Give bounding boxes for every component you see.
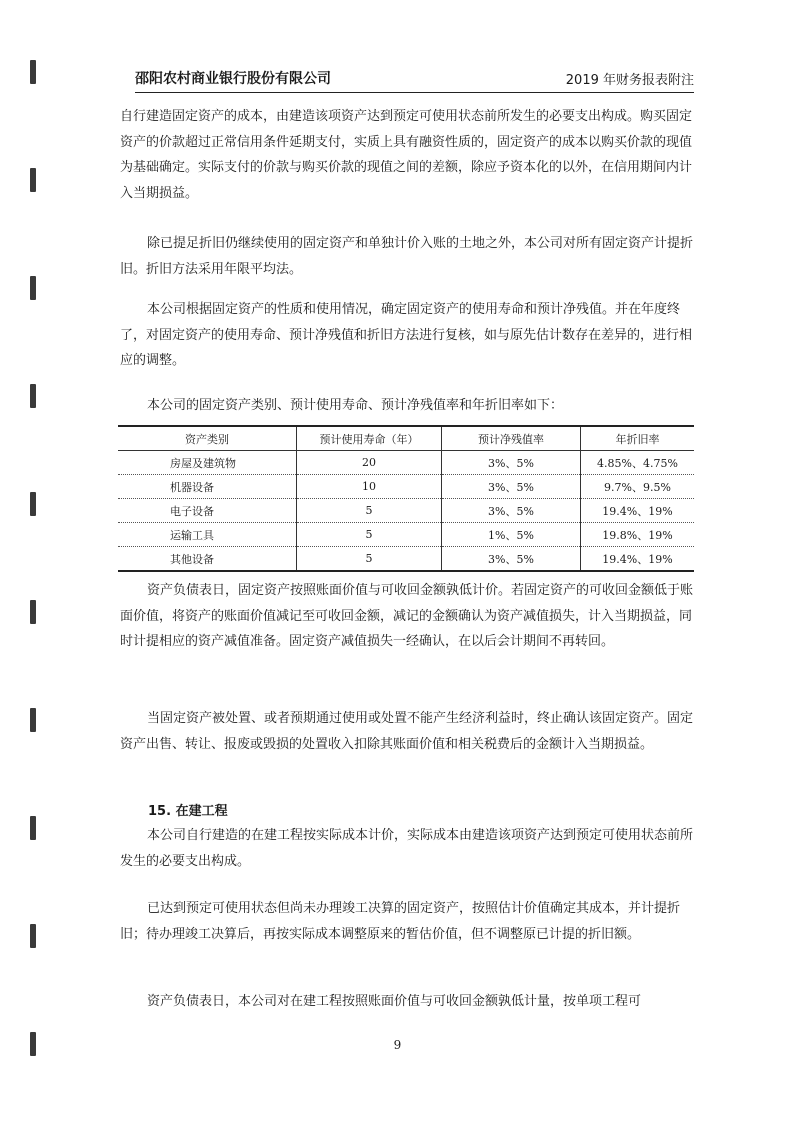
paragraph-derecognition: 当固定资产被处置、或者预期通过使用或处置不能产生经济利益时，终止确认该固定资产。固定资产出售、转让、报废或毁损的处置收入扣除其账面价值和相关税费后的金额计入当期损益。	[120, 711, 694, 752]
binding-mark	[30, 60, 36, 84]
table-cell: 5	[297, 499, 442, 523]
table-cell: 19.8%、19%	[581, 523, 695, 547]
table-cell: 机器设备	[118, 475, 297, 499]
table-cell: 5	[297, 547, 442, 572]
binding-mark	[30, 384, 36, 408]
table-cell: 房屋及建筑物	[118, 451, 297, 475]
section-number: 15.	[148, 804, 172, 819]
table-row	[118, 547, 694, 572]
table-header-row	[118, 426, 694, 451]
binding-mark	[30, 168, 36, 192]
paragraph-construction-in-progress: 本公司自行建造的在建工程按实际成本计价，实际成本由建造该项资产达到预定可使用状态前所发生的必要支出构成。	[120, 828, 694, 869]
table-cell: 3%、5%	[442, 451, 581, 475]
table-cell: 4.85%、4.75%	[581, 451, 695, 475]
table-row	[118, 475, 694, 499]
binding-mark	[30, 816, 36, 840]
paragraph-cip-impairment: 资产负债表日，本公司对在建工程按照账面价值与可收回金额孰低计量，按单项工程可	[147, 994, 642, 1009]
binding-mark	[30, 276, 36, 300]
section-title: 在建工程	[175, 804, 228, 819]
fixed-asset-table	[118, 425, 694, 572]
table-cell: 运输工具	[118, 523, 297, 547]
table-header-cell: 预计使用寿命（年）	[297, 426, 442, 451]
paragraph-provisional-value: 已达到预定可使用状态但尚未办理竣工决算的固定资产，按照估计价值确定其成本，并计提折旧；待办理竣工决算后，再按实际成本调整原来的暂估价值，但不调整原已计提的折旧额。	[120, 901, 681, 942]
table-cell: 3%、5%	[442, 547, 581, 572]
report-title: 2019 年财务报表附注	[565, 73, 694, 88]
binding-mark	[30, 924, 36, 948]
table-row	[118, 499, 694, 523]
binding-mark	[30, 708, 36, 732]
table-cell: 其他设备	[118, 547, 297, 572]
page-number: 9	[393, 1038, 402, 1052]
company-name: 邵阳农村商业银行股份有限公司	[135, 71, 331, 87]
paragraph-table-intro: 本公司的固定资产类别、预计使用寿命、预计净残值率和年折旧率如下：	[147, 398, 564, 413]
table-cell: 5	[297, 523, 442, 547]
table-cell: 9.7%、9.5%	[581, 475, 695, 499]
table-header-cell: 资产类别	[118, 426, 297, 451]
table-cell: 19.4%、19%	[581, 547, 695, 572]
binding-mark	[30, 600, 36, 624]
paragraph-construction-cost: 自行建造固定资产的成本，由建造该项资产达到预定可使用状态前所发生的必要支出构成。购买固定资产的价款超过正常信用条件延期支付，实质上具有融资性质的，固定资产的成本以购买价款的现值为基础确定。实际支付的价款与购买价款的现值之间的差额，除应予资本化的以外，在信用期间内计入当期损益。	[120, 109, 693, 201]
table-cell: 19.4%、19%	[581, 499, 695, 523]
table-row	[118, 451, 694, 475]
table-header-cell: 年折旧率	[581, 426, 695, 451]
table-cell: 3%、5%	[442, 499, 581, 523]
page-header	[135, 68, 694, 93]
section-heading	[148, 800, 228, 819]
table-cell: 10	[297, 475, 442, 499]
table-cell: 1%、5%	[442, 523, 581, 547]
table-cell: 20	[297, 451, 442, 475]
table-cell: 3%、5%	[442, 475, 581, 499]
paragraph-depreciation-scope: 除已提足折旧仍继续使用的固定资产和单独计价入账的土地之外，本公司对所有固定资产计提折旧。折旧方法采用年限平均法。	[120, 236, 694, 277]
binding-mark	[30, 492, 36, 516]
table-row	[118, 523, 694, 547]
table-cell: 电子设备	[118, 499, 297, 523]
paragraph-useful-life-review: 本公司根据固定资产的性质和使用情况，确定固定资产的使用寿命和预计净残值。并在年度终了，对固定资产的使用寿命、预计净残值和折旧方法进行复核，如与原先估计数存在差异的，进行相应的调整。	[120, 302, 693, 368]
table-header-cell: 预计净残值率	[442, 426, 581, 451]
paragraph-impairment: 资产负债表日，固定资产按照账面价值与可收回金额孰低计价。若固定资产的可收回金额低于账面价值，将资产的账面价值减记至可收回金额，减记的金额确认为资产减值损失，计入当期损益，同时计提相应的资产减值准备。固定资产减值损失一经确认，在以后会计期间不再转回。	[120, 583, 694, 649]
